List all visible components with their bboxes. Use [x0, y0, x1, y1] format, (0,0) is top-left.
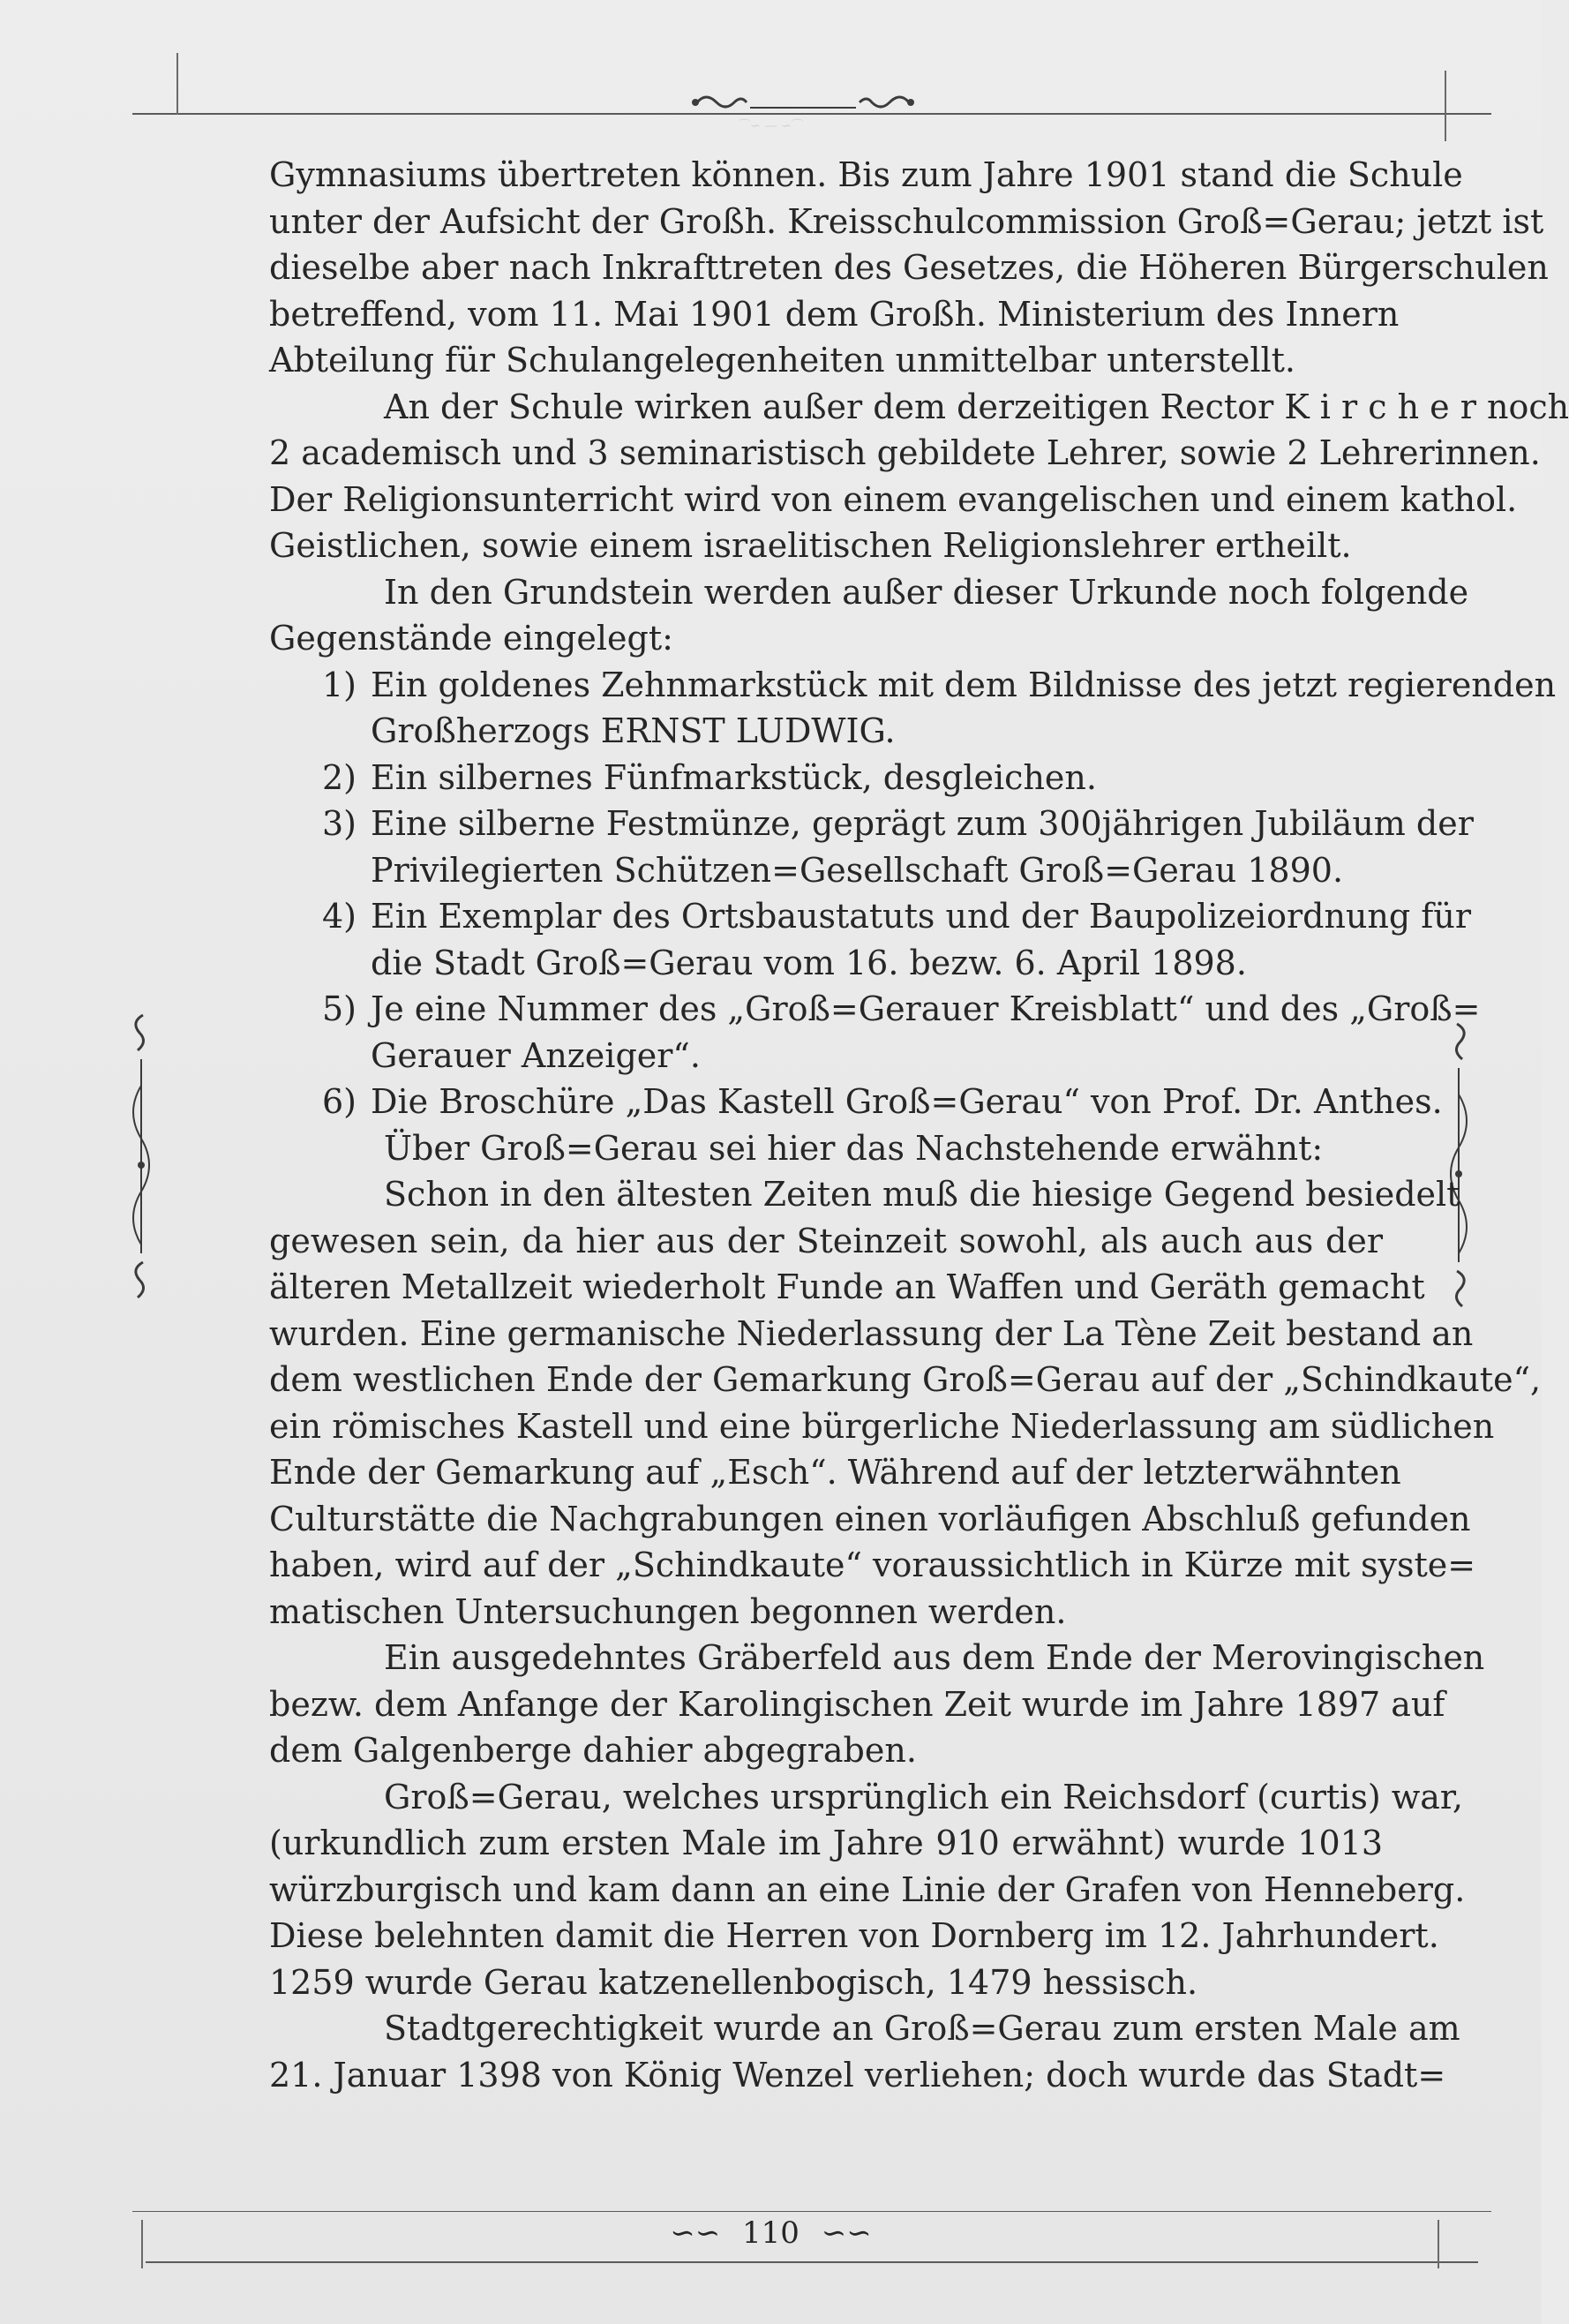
text-line: Der Religionsunterricht wird von einem evangelischen und einem kathol.	[269, 479, 1518, 519]
text-line: bezw. dem Anfange der Karolingischen Zeit wurde im Jahre 1897 auf	[269, 1684, 1445, 1724]
list-item-number: 3)	[322, 804, 357, 843]
list-item-text: Je eine Nummer des „Groß=Gerauer Kreisblatt“ und des „Groß=	[371, 989, 1481, 1028]
top-ornament-icon	[688, 88, 918, 115]
text-line: Groß=Gerau, welches ursprünglich ein Reichsdorf (curtis) war,	[384, 1777, 1463, 1816]
text-line: betreffend, vom 11. Mai 1901 dem Großh. Ministerium des Innern	[269, 294, 1400, 334]
list-item	[269, 893, 1472, 940]
right-margin-ornament-icon	[1441, 1024, 1476, 1306]
bottom-rule-lower	[146, 2261, 1478, 2263]
text-line: Gegenstände eingelegt:	[269, 619, 673, 658]
list-item	[269, 755, 1383, 801]
text-line: (urkundlich zum ersten Male im Jahre 910 erwähnt) wurde 1013	[269, 1824, 1383, 1862]
text-line: Ein ausgedehntes Gräberfeld aus dem Ende der Merovingischen	[384, 1638, 1485, 1677]
list-item-text: Ein silbernes Fünfmarkstück, desgleichen.	[371, 757, 1097, 797]
text-line: dieselbe aber nach Inkrafttreten des Gesetzes, die Höheren Bürgerschulen	[269, 248, 1549, 287]
text-line: Culturstätte die Nachgrabungen einen vorläufigen Abschluß gefunden	[269, 1499, 1471, 1538]
text-line: 1259 wurde Gerau katzenellenbogisch, 1479 hessisch.	[269, 1962, 1198, 2002]
footer-ornament-right-icon: ∽∽	[821, 2215, 872, 2251]
list-item	[269, 662, 1557, 709]
text-line: haben, wird auf der „Schindkaute“ voraussichtlich in Kürze mit syste=	[269, 1546, 1476, 1584]
left-margin-ornament-icon	[124, 1015, 159, 1297]
page-text	[269, 152, 1569, 2098]
list-item	[269, 801, 1474, 847]
top-left-tick	[176, 53, 178, 115]
text-line: unter der Aufsicht der Großh. Kreisschulcommission Groß=Gerau; jetzt ist	[269, 201, 1544, 241]
list-item	[269, 986, 1481, 1033]
list-item	[269, 1079, 1443, 1125]
text-line: 21. Januar 1398 von König Wenzel verliehen; doch wurde das Stadt=	[269, 2055, 1446, 2095]
list-item-continuation: Großherzogs ERNST LUDWIG.	[371, 711, 896, 750]
top-ornament-label: ⌒∽ — ∽⌒	[738, 119, 804, 133]
text-line: In den Grundstein werden außer dieser Urkunde noch folgende	[384, 572, 1469, 612]
text-line: Geistlichen, sowie einem israelitischen Religionslehrer ertheilt.	[269, 526, 1352, 565]
list-item-number: 6)	[322, 1082, 357, 1121]
text-line: Schon in den ältesten Zeiten muß die hiesige Gegend besiedelt	[384, 1175, 1460, 1214]
footer-ornament-left-icon: ∽∽	[670, 2215, 721, 2251]
text-line: dem Galgenberge dahier abgegraben.	[269, 1731, 917, 1770]
list-item-number: 4)	[322, 897, 357, 936]
list-item-text: Die Broschüre „Das Kastell Groß=Gerau“ von Prof. Dr. Anthes.	[371, 1082, 1443, 1121]
list-item-text: Ein Exemplar des Ortsbaustatuts und der Baupolizeiordnung für	[371, 897, 1472, 936]
text-line: Gymnasiums übertreten können. Bis zum Jahre 1901 stand die Schule	[269, 155, 1463, 194]
text-line: dem westlichen Ende der Gemarkung Groß=Gerau auf der „Schindkaute“,	[269, 1360, 1542, 1399]
text-line: 2 academisch und 3 seminaristisch gebildete Lehrer, sowie 2 Lehrerinnen.	[269, 433, 1541, 472]
text-line: älteren Metallzeit wiederholt Funde an Waffen und Geräth gemacht	[269, 1267, 1425, 1306]
text-line: Über Groß=Gerau sei hier das Nachstehende erwähnt:	[384, 1128, 1324, 1168]
list-item-number: 5)	[322, 989, 357, 1028]
list-item-continuation: Privilegierten Schützen=Gesellschaft Groß=Gerau 1890.	[371, 850, 1344, 890]
text-line: Ende der Gemarkung auf „Esch“. Während auf der letzterwähnten	[269, 1453, 1401, 1492]
list-item-number: 2)	[322, 757, 357, 797]
page-number: 110	[742, 2215, 800, 2251]
bottom-rule-upper	[132, 2211, 1491, 2212]
list-item-number: 1)	[322, 665, 357, 704]
text-line: Stadtgerechtigkeit wurde an Groß=Gerau zum ersten Male am	[384, 2009, 1460, 2048]
list-item-continuation: die Stadt Groß=Gerau vom 16. bezw. 6. April 1898.	[371, 943, 1247, 982]
text-line: Diese belehnten damit die Herren von Dornberg im 12. Jahrhundert.	[269, 1916, 1439, 1955]
list-item-text: Ein goldenes Zehnmarkstück mit dem Bildnisse des jetzt regierenden	[371, 665, 1557, 704]
text-line: Abteilung für Schulangelegenheiten unmittelbar unterstellt.	[269, 341, 1296, 380]
text-line: gewesen sein, da hier aus der Steinzeit sowohl, als auch aus der	[269, 1221, 1383, 1260]
text-line: ein römisches Kastell und eine bürgerliche Niederlassung am südlichen	[269, 1406, 1495, 1446]
text-line: An der Schule wirken außer dem derzeitigen Rector K i r c h e r noch	[384, 387, 1569, 426]
text-line: wurden. Eine germanische Niederlassung der La Tène Zeit bestand an	[269, 1313, 1474, 1353]
list-item-text: Eine silberne Festmünze, geprägt zum 300jährigen Jubiläum der	[371, 804, 1474, 843]
page-footer	[0, 2215, 1542, 2251]
list-item-continuation: Gerauer Anzeiger“.	[371, 1035, 701, 1075]
text-line: würzburgisch und kam dann an eine Linie der Grafen von Henneberg.	[269, 1869, 1466, 1909]
text-line: matischen Untersuchungen begonnen werden.	[269, 1591, 1067, 1631]
